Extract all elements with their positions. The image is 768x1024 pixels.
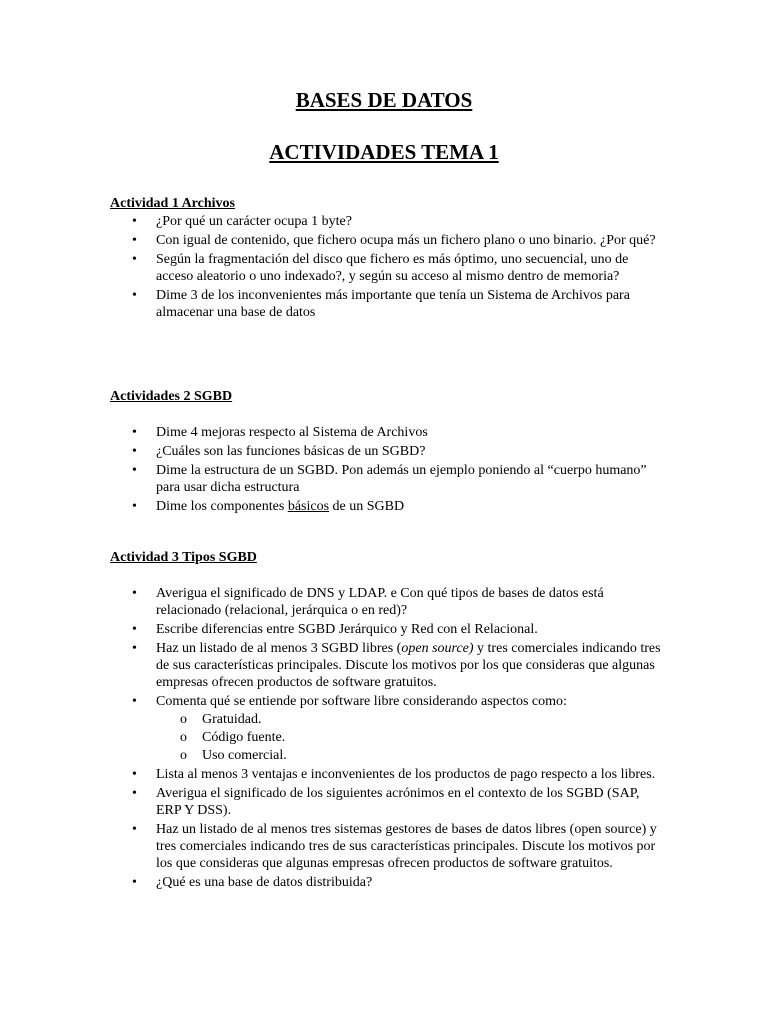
list-item-text: Averigua el significado de los siguientes acrónimos en el contexto de los SGBD (SAP, ERP Y DSS). (156, 786, 640, 818)
list-item-text: Lista al menos 3 ventajas e inconvenientes de los productos de pago respecto a los libres. (156, 767, 656, 782)
list-item-text: ¿Por qué un carácter ocupa 1 byte? (156, 214, 352, 229)
list-item-text: Según la fragmentación del disco que fichero es más óptimo, uno secuencial, uno de acceso aleatorio o uno indexado?, y según su acceso al mismo dentro de memoria? (156, 252, 629, 284)
bullet-list (110, 424, 668, 515)
sub-list-item (156, 729, 668, 746)
list-item (110, 213, 668, 230)
bullet-icon: • (132, 214, 137, 229)
section-heading: Actividad 3 Tipos SGBD (110, 550, 257, 565)
circle-bullet-icon: o (180, 712, 187, 727)
bullet-icon: • (132, 444, 137, 459)
list-item (110, 498, 668, 515)
list-item-text: Dime 3 de los inconvenientes más importante que tenía un Sistema de Archivos para almacenar una base de datos (156, 288, 630, 320)
sub-list-item (156, 711, 668, 728)
section-heading: Actividades 2 SGBD (110, 389, 233, 404)
bullet-icon: • (132, 822, 137, 837)
sub-list-item-text: Código fuente. (202, 730, 286, 745)
bullet-icon: • (132, 499, 137, 514)
list-item (110, 785, 668, 819)
list-item (110, 821, 668, 872)
underlined-word: básicos (287, 499, 330, 514)
circle-bullet-icon: o (180, 748, 187, 763)
list-item-text: Dime 4 mejoras respecto al Sistema de Archivos (156, 425, 428, 440)
list-item-text: ¿Qué es una base de datos distribuida? (156, 875, 373, 890)
list-item (110, 424, 668, 441)
sub-list-item (156, 747, 668, 764)
bullet-icon: • (132, 622, 137, 637)
list-item-text-after: de un SGBD (329, 499, 405, 514)
list-item (110, 251, 668, 285)
list-item (110, 287, 668, 321)
bullet-icon: • (132, 288, 137, 303)
list-item-text-after: y tres comerciales indicando tres de sus características principales. Discute los motivos por los que consideras que algunas empresas ofrecen productos de software gratuitos. (156, 641, 661, 690)
list-item (110, 462, 668, 496)
list-item-text: Escribe diferencias entre SGBD Jerárquico y Red con el Relacional. (156, 622, 538, 637)
sub-list-item-text: Gratuidad. (202, 712, 262, 727)
list-item (110, 874, 668, 891)
bullet-icon: • (132, 767, 137, 782)
document-title: BASES DE DATOS (295, 88, 473, 112)
bullet-icon: • (132, 786, 137, 801)
list-item-text: Dime la estructura de un SGBD. Pon además un ejemplo poniendo al “cuerpo humano” para usar dicha estructura (156, 463, 647, 495)
list-item (110, 693, 668, 764)
bullet-icon: • (132, 586, 137, 601)
list-item (110, 766, 668, 783)
italic-text: open source) (401, 641, 474, 656)
list-item-text: Comenta qué se entiende por software libre considerando aspectos como: (156, 694, 567, 709)
list-item-text-before: Haz un listado de al menos 3 SGBD libres ( (156, 641, 402, 656)
list-item-text-before: Dime los componentes (156, 499, 288, 514)
list-item-text: Averigua el significado de DNS y LDAP. e Con qué tipos de bases de datos está relacionado (relacional, jerárquica o en red)? (156, 586, 604, 618)
document-subtitle: ACTIVIDADES TEMA 1 (269, 140, 499, 164)
bullet-icon: • (132, 694, 137, 709)
bullet-list (110, 213, 668, 321)
sub-list-item-text: Uso comercial. (202, 748, 287, 763)
list-item (110, 621, 668, 638)
bullet-icon: • (132, 233, 137, 248)
sub-list (156, 711, 668, 764)
list-item-text: Haz un listado de al menos tres sistemas gestores de bases de datos libres (open source) y tres comerciales indicando tres de sus características principales. Discute los motivos por los que consideras que algunas empresas ofrecen productos de software gratuitos. (156, 822, 657, 871)
list-item-text: ¿Cuáles son las funciones básicas de un SGBD? (156, 444, 426, 459)
list-item-text: Con igual de contenido, que fichero ocupa más un fichero plano o uno binario. ¿Por qué? (156, 233, 656, 248)
bullet-icon: • (132, 425, 137, 440)
bullet-icon: • (132, 641, 137, 656)
bullet-icon: • (132, 463, 137, 478)
section-actividad-3 (110, 549, 668, 893)
section-actividad-1 (110, 195, 668, 323)
circle-bullet-icon: o (180, 730, 187, 745)
list-item (110, 640, 668, 691)
list-item (110, 232, 668, 249)
section-heading: Actividad 1 Archivos (110, 196, 235, 211)
bullet-list (110, 585, 668, 891)
section-actividad-2 (110, 388, 668, 517)
bullet-icon: • (132, 252, 137, 267)
list-item (110, 443, 668, 460)
bullet-icon: • (132, 875, 137, 890)
list-item (110, 585, 668, 619)
